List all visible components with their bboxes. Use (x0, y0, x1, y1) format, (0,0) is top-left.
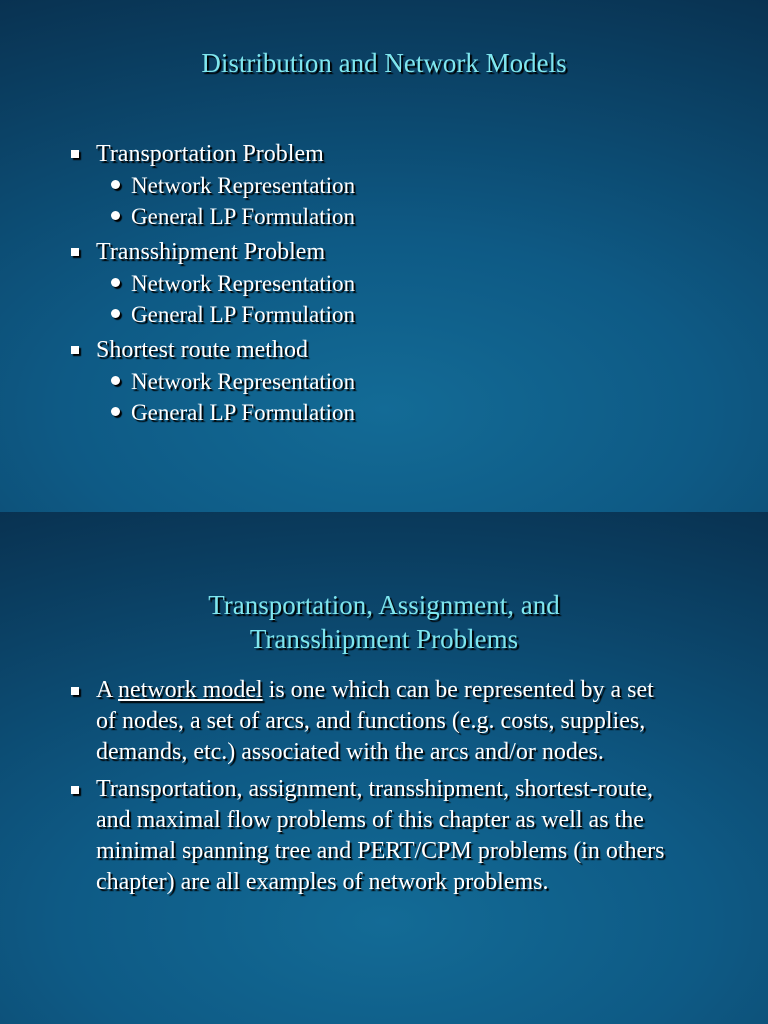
square-bullet-icon (71, 248, 79, 256)
square-bullet-icon (71, 150, 79, 158)
outline-item-shortest-route (0, 334, 768, 428)
slide-2-title-line-1: Transportation, Assignment, and (208, 590, 560, 620)
network-problems-examples (0, 774, 768, 898)
outline-item-row (0, 236, 768, 268)
outline-item-label: Transshipment Problem (96, 239, 326, 265)
definition-list (0, 675, 768, 904)
sub-item-label: Network Representation (131, 173, 356, 198)
outline-item-label: Transportation Problem (96, 141, 324, 167)
round-bullet-icon (111, 407, 120, 416)
outline-item-transshipment (0, 236, 768, 330)
examples-text: Transportation, assignment, transshipment, shortest-route, and maximal flow problems of this chapter as well as the minimal spanning tree and PERT/CPM problems (in others chapter) are all examples of network problems. (96, 776, 665, 895)
outline-item-label: Shortest route method (96, 337, 308, 363)
slide-2-title-line-2: Transshipment Problems (249, 624, 519, 654)
sub-item-row (0, 170, 768, 201)
sub-item-label: General LP Formulation (131, 400, 355, 425)
slide-2 (0, 512, 768, 1024)
sub-item-label: Network Representation (131, 369, 356, 394)
square-bullet-icon (71, 786, 79, 794)
slide-2-title (0, 588, 768, 656)
network-model-definition (0, 675, 768, 768)
square-bullet-icon (71, 687, 79, 695)
round-bullet-icon (111, 278, 120, 287)
definition-prefix: A (96, 677, 119, 703)
square-bullet-icon (71, 346, 79, 354)
sub-item-row (0, 268, 768, 299)
sub-item-label: General LP Formulation (131, 204, 355, 229)
sub-item-row (0, 299, 768, 330)
round-bullet-icon (111, 180, 120, 189)
definition-text: is one which can be represented by a set of nodes, a set of arcs, and functions (e.g. costs, supplies, demands, etc.) associated with the arcs and/or nodes. (96, 677, 654, 765)
sub-item-row (0, 397, 768, 428)
round-bullet-icon (111, 309, 120, 318)
sub-item-label: Network Representation (131, 271, 356, 296)
sub-item-row (0, 366, 768, 397)
network-model-term: network model (118, 677, 263, 703)
outline-item-row (0, 138, 768, 170)
slide-1-title: Distribution and Network Models (201, 48, 567, 78)
outline-item-row (0, 334, 768, 366)
round-bullet-icon (111, 211, 120, 220)
topic-outline (0, 138, 768, 428)
outline-item-transportation (0, 138, 768, 232)
round-bullet-icon (111, 376, 120, 385)
sub-item-label: General LP Formulation (131, 302, 355, 327)
sub-item-row (0, 201, 768, 232)
